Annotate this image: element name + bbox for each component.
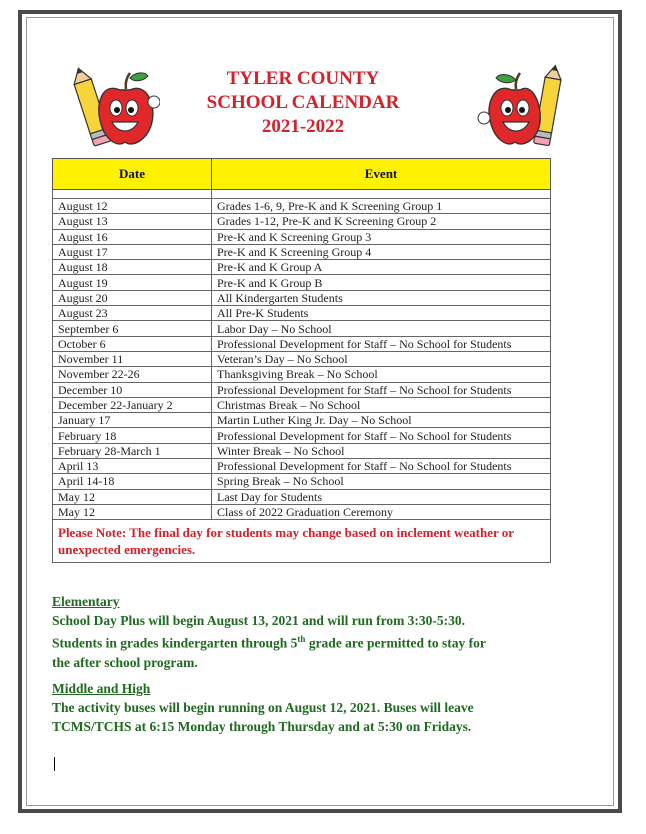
row-date: April 13 xyxy=(53,459,212,474)
elementary-line-1: School Day Plus will begin August 13, 2021 and will run from 3:30-5:30. xyxy=(52,613,466,628)
table-row xyxy=(53,214,551,229)
elementary-line-2-end: grade are permitted to stay for xyxy=(305,635,486,651)
title-line-3: 2021-2022 xyxy=(261,116,345,137)
row-date: May 12 xyxy=(53,504,212,519)
table-row xyxy=(53,260,551,275)
table-row xyxy=(53,428,551,443)
table-row xyxy=(53,489,551,504)
row-date: August 12 xyxy=(53,199,212,214)
row-date: November 11 xyxy=(53,351,212,366)
row-event: Spring Break – No School xyxy=(212,474,551,489)
row-event: Grades 1-6, 9, Pre-K and K Screening Group 1 xyxy=(212,199,551,214)
row-date: August 20 xyxy=(53,290,212,305)
row-event: Christmas Break – No School xyxy=(212,397,551,412)
table-row xyxy=(53,306,551,321)
row-date: January 17 xyxy=(53,413,212,428)
row-event: Pre-K and K Group A xyxy=(212,260,551,275)
row-date: December 22-January 2 xyxy=(53,397,212,412)
table-row xyxy=(53,336,551,351)
row-date: August 18 xyxy=(53,260,212,275)
row-event: Veteran’s Day – No School xyxy=(212,351,551,366)
elementary-section xyxy=(52,592,572,672)
date-column-header: Date xyxy=(53,159,212,190)
row-date: August 23 xyxy=(53,306,212,321)
row-event: Pre-K and K Screening Group 3 xyxy=(212,229,551,244)
table-row xyxy=(53,199,551,214)
row-date: November 22-26 xyxy=(53,367,212,382)
row-date: February 28-March 1 xyxy=(53,443,212,458)
ordinal-suffix: th xyxy=(297,634,306,644)
table-row xyxy=(53,351,551,366)
table-row xyxy=(53,459,551,474)
row-event: Last Day for Students xyxy=(212,489,551,504)
row-date: April 14-18 xyxy=(53,474,212,489)
row-event: Pre-K and K Screening Group 4 xyxy=(212,244,551,259)
apple-pencil-mascot-icon xyxy=(476,62,566,152)
elementary-line-2-start: Students in grades kindergarten through 5 xyxy=(52,635,298,651)
table-row xyxy=(53,321,551,336)
title-line-1: TYLER COUNTY xyxy=(226,68,380,89)
table-row xyxy=(53,367,551,382)
row-event: Class of 2022 Graduation Ceremony xyxy=(212,504,551,519)
middle-high-line-2: TCMS/TCHS at 6:15 Monday through Thursday and at 5:30 on Fridays. xyxy=(52,719,472,734)
table-row xyxy=(53,474,551,489)
text-cursor xyxy=(54,757,55,771)
table-row xyxy=(53,382,551,397)
row-date: August 17 xyxy=(53,244,212,259)
row-event: Thanksgiving Break – No School xyxy=(212,367,551,382)
middle-high-section xyxy=(52,679,572,736)
row-date: December 10 xyxy=(53,382,212,397)
table-row xyxy=(53,413,551,428)
row-event: Professional Development for Staff – No School for Students xyxy=(212,428,551,443)
row-date: August 16 xyxy=(53,229,212,244)
elementary-line-2 xyxy=(52,630,572,653)
middle-high-heading: Middle and High xyxy=(52,681,151,696)
calendar-body xyxy=(53,190,551,520)
apple-pencil-mascot-icon xyxy=(70,62,160,152)
row-date: October 6 xyxy=(53,336,212,351)
elementary-line-3: the after school program. xyxy=(52,654,198,670)
row-date: August 19 xyxy=(53,275,212,290)
table-row xyxy=(53,504,551,519)
row-event: Martin Luther King Jr. Day – No School xyxy=(212,413,551,428)
table-header-row xyxy=(53,159,551,190)
table-row xyxy=(53,443,551,458)
title-line-2: SCHOOL CALENDAR xyxy=(206,92,400,113)
table-row xyxy=(53,290,551,305)
please-note-text: Please Note: The final day for students may change based on inclement weather or unexpected emergencies. xyxy=(53,520,551,563)
row-date: August 13 xyxy=(53,214,212,229)
row-date: September 6 xyxy=(53,321,212,336)
row-date: February 18 xyxy=(53,428,212,443)
table-row xyxy=(53,275,551,290)
event-column-header: Event xyxy=(212,159,551,190)
row-event: Grades 1-12, Pre-K and K Screening Group 2 xyxy=(212,214,551,229)
table-row xyxy=(53,244,551,259)
note-row xyxy=(53,520,551,563)
table-row xyxy=(53,229,551,244)
row-event: Professional Development for Staff – No School for Students xyxy=(212,336,551,351)
table-spacer-row xyxy=(53,190,551,199)
elementary-heading: Elementary xyxy=(52,594,120,609)
row-event: All Pre-K Students xyxy=(212,306,551,321)
middle-high-line-1: The activity buses will begin running on August 12, 2021. Buses will leave xyxy=(52,700,474,715)
row-event: Professional Development for Staff – No School for Students xyxy=(212,459,551,474)
table-row xyxy=(53,397,551,412)
calendar-table xyxy=(52,158,551,563)
row-event: Winter Break – No School xyxy=(212,443,551,458)
row-date: May 12 xyxy=(53,489,212,504)
row-event: Pre-K and K Group B xyxy=(212,275,551,290)
row-event: Professional Development for Staff – No School for Students xyxy=(212,382,551,397)
row-event: Labor Day – No School xyxy=(212,321,551,336)
row-event: All Kindergarten Students xyxy=(212,290,551,305)
